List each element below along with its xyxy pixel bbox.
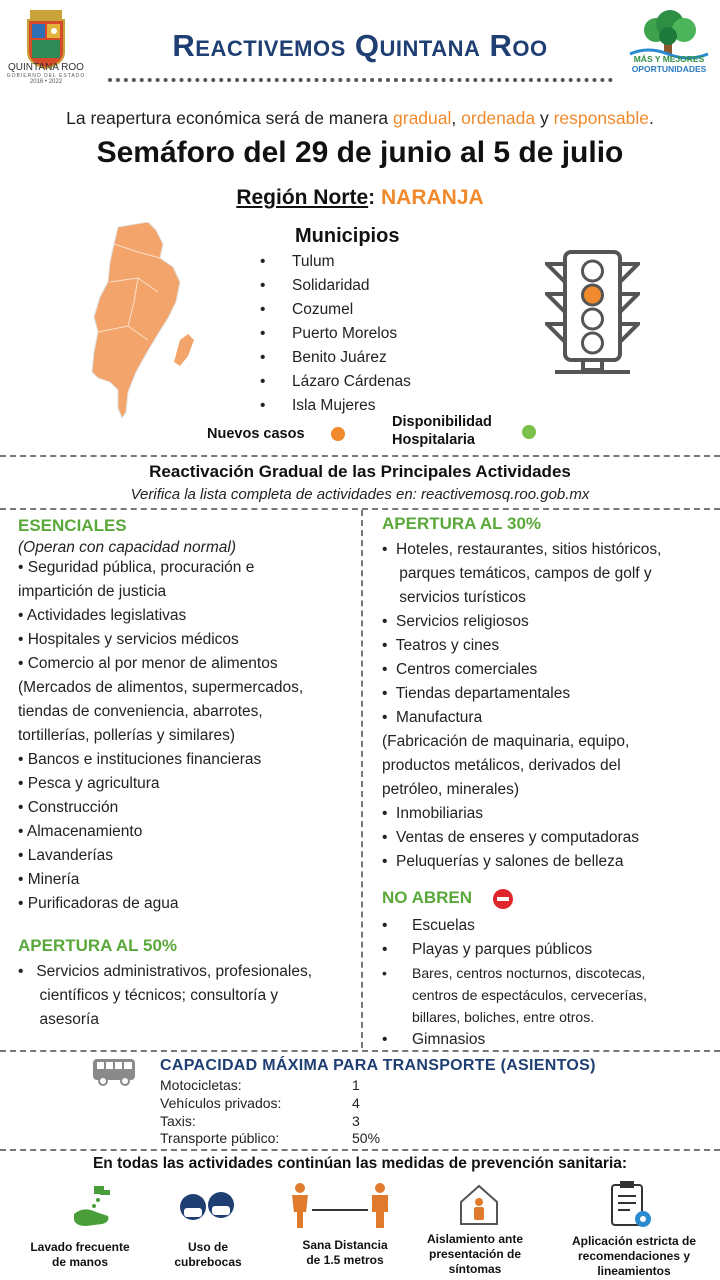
mask-icon bbox=[178, 1186, 236, 1228]
divider bbox=[0, 455, 720, 457]
list-item: • Solidaridad bbox=[260, 277, 370, 294]
apertura30-list bbox=[382, 538, 661, 874]
list-item: tiendas de conveniencia, abarrotes, bbox=[18, 703, 263, 720]
list-item: • Pesca y agricultura bbox=[18, 775, 160, 792]
region-color: NARANJA bbox=[381, 186, 484, 209]
list-item: • Servicios administrativos, profesionales, bbox=[18, 963, 313, 980]
list-item: • Cozumel bbox=[260, 301, 354, 318]
list-item: • Bares, centros nocturnos, discotecas, bbox=[382, 965, 646, 981]
list-item: • Isla Mujeres bbox=[260, 397, 376, 414]
list-item: • Playas y parques públicos bbox=[382, 941, 593, 958]
list-item: • Lavanderías bbox=[18, 847, 114, 864]
list-item: (Fabricación de maquinaria, equipo, bbox=[382, 733, 630, 750]
logo-name: QUINTANA ROO bbox=[8, 62, 84, 73]
semaforo-title: Semáforo del 29 de junio al 5 de julio bbox=[96, 136, 624, 169]
region-label: Región Norte bbox=[236, 186, 369, 209]
page-title: Reactivemos Quintana Roo bbox=[172, 28, 548, 63]
tagline-ordenada: ordenada bbox=[461, 108, 536, 128]
table-row: Taxis: 3 bbox=[160, 1113, 360, 1129]
municipios-title: Municipios bbox=[295, 225, 400, 247]
medida-aislamiento: Aislamiento ante presentación de síntomas bbox=[426, 1232, 524, 1276]
divider bbox=[0, 1050, 720, 1052]
list-item: petróleo, minerales) bbox=[382, 781, 519, 798]
list-item: • Lázaro Cárdenas bbox=[260, 373, 411, 390]
medida-cubrebocas: Uso de cubrebocas bbox=[174, 1240, 242, 1269]
medida-distancia: Sana Distancia de 1.5 metros bbox=[302, 1238, 388, 1267]
list-item: • Construcción bbox=[18, 799, 119, 816]
list-item: • Puerto Morelos bbox=[260, 325, 398, 342]
tagline-gradual: gradual bbox=[393, 108, 452, 128]
distance-icon bbox=[288, 1182, 392, 1230]
nuevos-casos-label: Nuevos casos bbox=[207, 426, 305, 442]
list-item: • Inmobiliarias bbox=[382, 805, 484, 822]
no-abren-title: NO ABREN bbox=[382, 888, 473, 907]
list-item: • Centros comerciales bbox=[382, 661, 538, 678]
medidas-title: En todas las actividades continúan las medidas de prevención sanitaria: bbox=[92, 1155, 628, 1172]
list-item: centros de espectáculos, cervecerías, bbox=[412, 987, 648, 1003]
apertura50-title: APERTURA AL 50% bbox=[18, 936, 178, 955]
list-item: • Escuelas bbox=[382, 917, 475, 934]
list-item: • Tulum bbox=[260, 253, 335, 270]
divider bbox=[0, 508, 720, 510]
disponibilidad-label-1: Disponibilidad bbox=[392, 414, 492, 430]
list-item: • Servicios religiosos bbox=[382, 613, 529, 630]
list-item: • Ventas de enseres y computadoras bbox=[382, 829, 640, 846]
list-item: impartición de justicia bbox=[18, 583, 167, 600]
list-item: • Purificadoras de agua bbox=[18, 895, 179, 912]
column-divider bbox=[361, 510, 363, 1048]
list-item: • Actividades legislativas bbox=[18, 607, 187, 624]
list-item: científicos y técnicos; consultoría y bbox=[18, 987, 279, 1004]
list-item: • Hospitales y servicios médicos bbox=[18, 631, 239, 648]
list-item: • Comercio al por menor de alimentos bbox=[18, 655, 278, 672]
list-item: • Tiendas departamentales bbox=[382, 685, 571, 702]
region-map bbox=[88, 222, 208, 422]
tagline-responsable: responsable bbox=[553, 108, 649, 128]
bus-icon bbox=[92, 1058, 136, 1086]
table-row: Transporte público: 50% bbox=[160, 1130, 381, 1146]
esenciales-list bbox=[18, 556, 303, 916]
apertura30-title: APERTURA AL 30% bbox=[382, 514, 542, 533]
esenciales-note: (Operan con capacidad normal) bbox=[18, 539, 236, 556]
transporte-title: CAPACIDAD MÁXIMA PARA TRANSPORTE (ASIENTOS) bbox=[160, 1057, 596, 1074]
list-item: • Peluquerías y salones de belleza bbox=[382, 853, 624, 870]
handwash-icon bbox=[70, 1184, 114, 1230]
disponibilidad-label-2: Hospitalaria bbox=[392, 432, 475, 448]
list-item: • Bancos e instituciones financieras bbox=[18, 751, 262, 768]
table-row: Vehículos privados: 4 bbox=[160, 1095, 360, 1111]
list-item: parques temáticos, campos de golf y bbox=[382, 565, 652, 582]
logo-years: 2016 • 2022 bbox=[29, 79, 63, 85]
list-item: • Teatros y cines bbox=[382, 637, 500, 654]
list-item: • Gimnasios bbox=[382, 1031, 486, 1048]
nuevos-casos-dot bbox=[331, 427, 345, 441]
oportunidades-line2: OPORTUNIDADES bbox=[631, 64, 707, 74]
divider bbox=[0, 1149, 720, 1151]
table-row: Motocicletas: 1 bbox=[160, 1077, 360, 1093]
logo-sub: GOBIERNO DEL ESTADO bbox=[6, 73, 86, 79]
list-item: tortillerías, pollerías y similares) bbox=[18, 727, 236, 744]
tagline: La reapertura económica será de manera gradual, ordenada y responsable. bbox=[66, 108, 654, 128]
medida-lavado: Lavado frecuente de manos bbox=[30, 1240, 130, 1269]
checklist-icon bbox=[610, 1180, 654, 1230]
isolation-icon bbox=[457, 1182, 501, 1226]
region-line: Región Norte: NARANJA bbox=[236, 186, 484, 209]
list-item: • Manufactura bbox=[382, 709, 483, 726]
list-item: • Almacenamiento bbox=[18, 823, 143, 840]
oportunidades-line1: MÁS Y MEJORES bbox=[633, 54, 705, 64]
list-item: (Mercados de alimentos, supermercados, bbox=[18, 679, 304, 696]
no-abren-list bbox=[382, 914, 647, 1052]
apertura50-list bbox=[18, 960, 312, 1032]
municipios-list bbox=[260, 250, 411, 418]
list-item: • Seguridad pública, procuración e bbox=[18, 559, 255, 576]
list-item: productos metálicos, derivados del bbox=[382, 757, 621, 774]
actividades-subtitle: Verifica la lista completa de actividades en: reactivemosq.roo.gob.mx bbox=[130, 486, 590, 503]
medida-aplicacion: Aplicación estricta de recomendaciones y lineamientos bbox=[571, 1234, 697, 1278]
list-item: servicios turísticos bbox=[382, 589, 526, 606]
esenciales-title: ESENCIALES bbox=[18, 516, 127, 535]
no-entry-icon bbox=[493, 889, 513, 909]
disponibilidad-dot bbox=[522, 425, 536, 439]
list-item: • Hoteles, restaurantes, sitios históricos, bbox=[382, 541, 662, 558]
title-underline bbox=[108, 78, 613, 82]
list-item: • Benito Juárez bbox=[260, 349, 387, 366]
traffic-light-icon bbox=[545, 250, 640, 378]
list-item: • Minería bbox=[18, 871, 80, 888]
list-item: asesoría bbox=[18, 1011, 99, 1028]
list-item: billares, boliches, entre otros. bbox=[412, 1009, 595, 1025]
actividades-title: Reactivación Gradual de las Principales Actividades bbox=[149, 462, 571, 481]
